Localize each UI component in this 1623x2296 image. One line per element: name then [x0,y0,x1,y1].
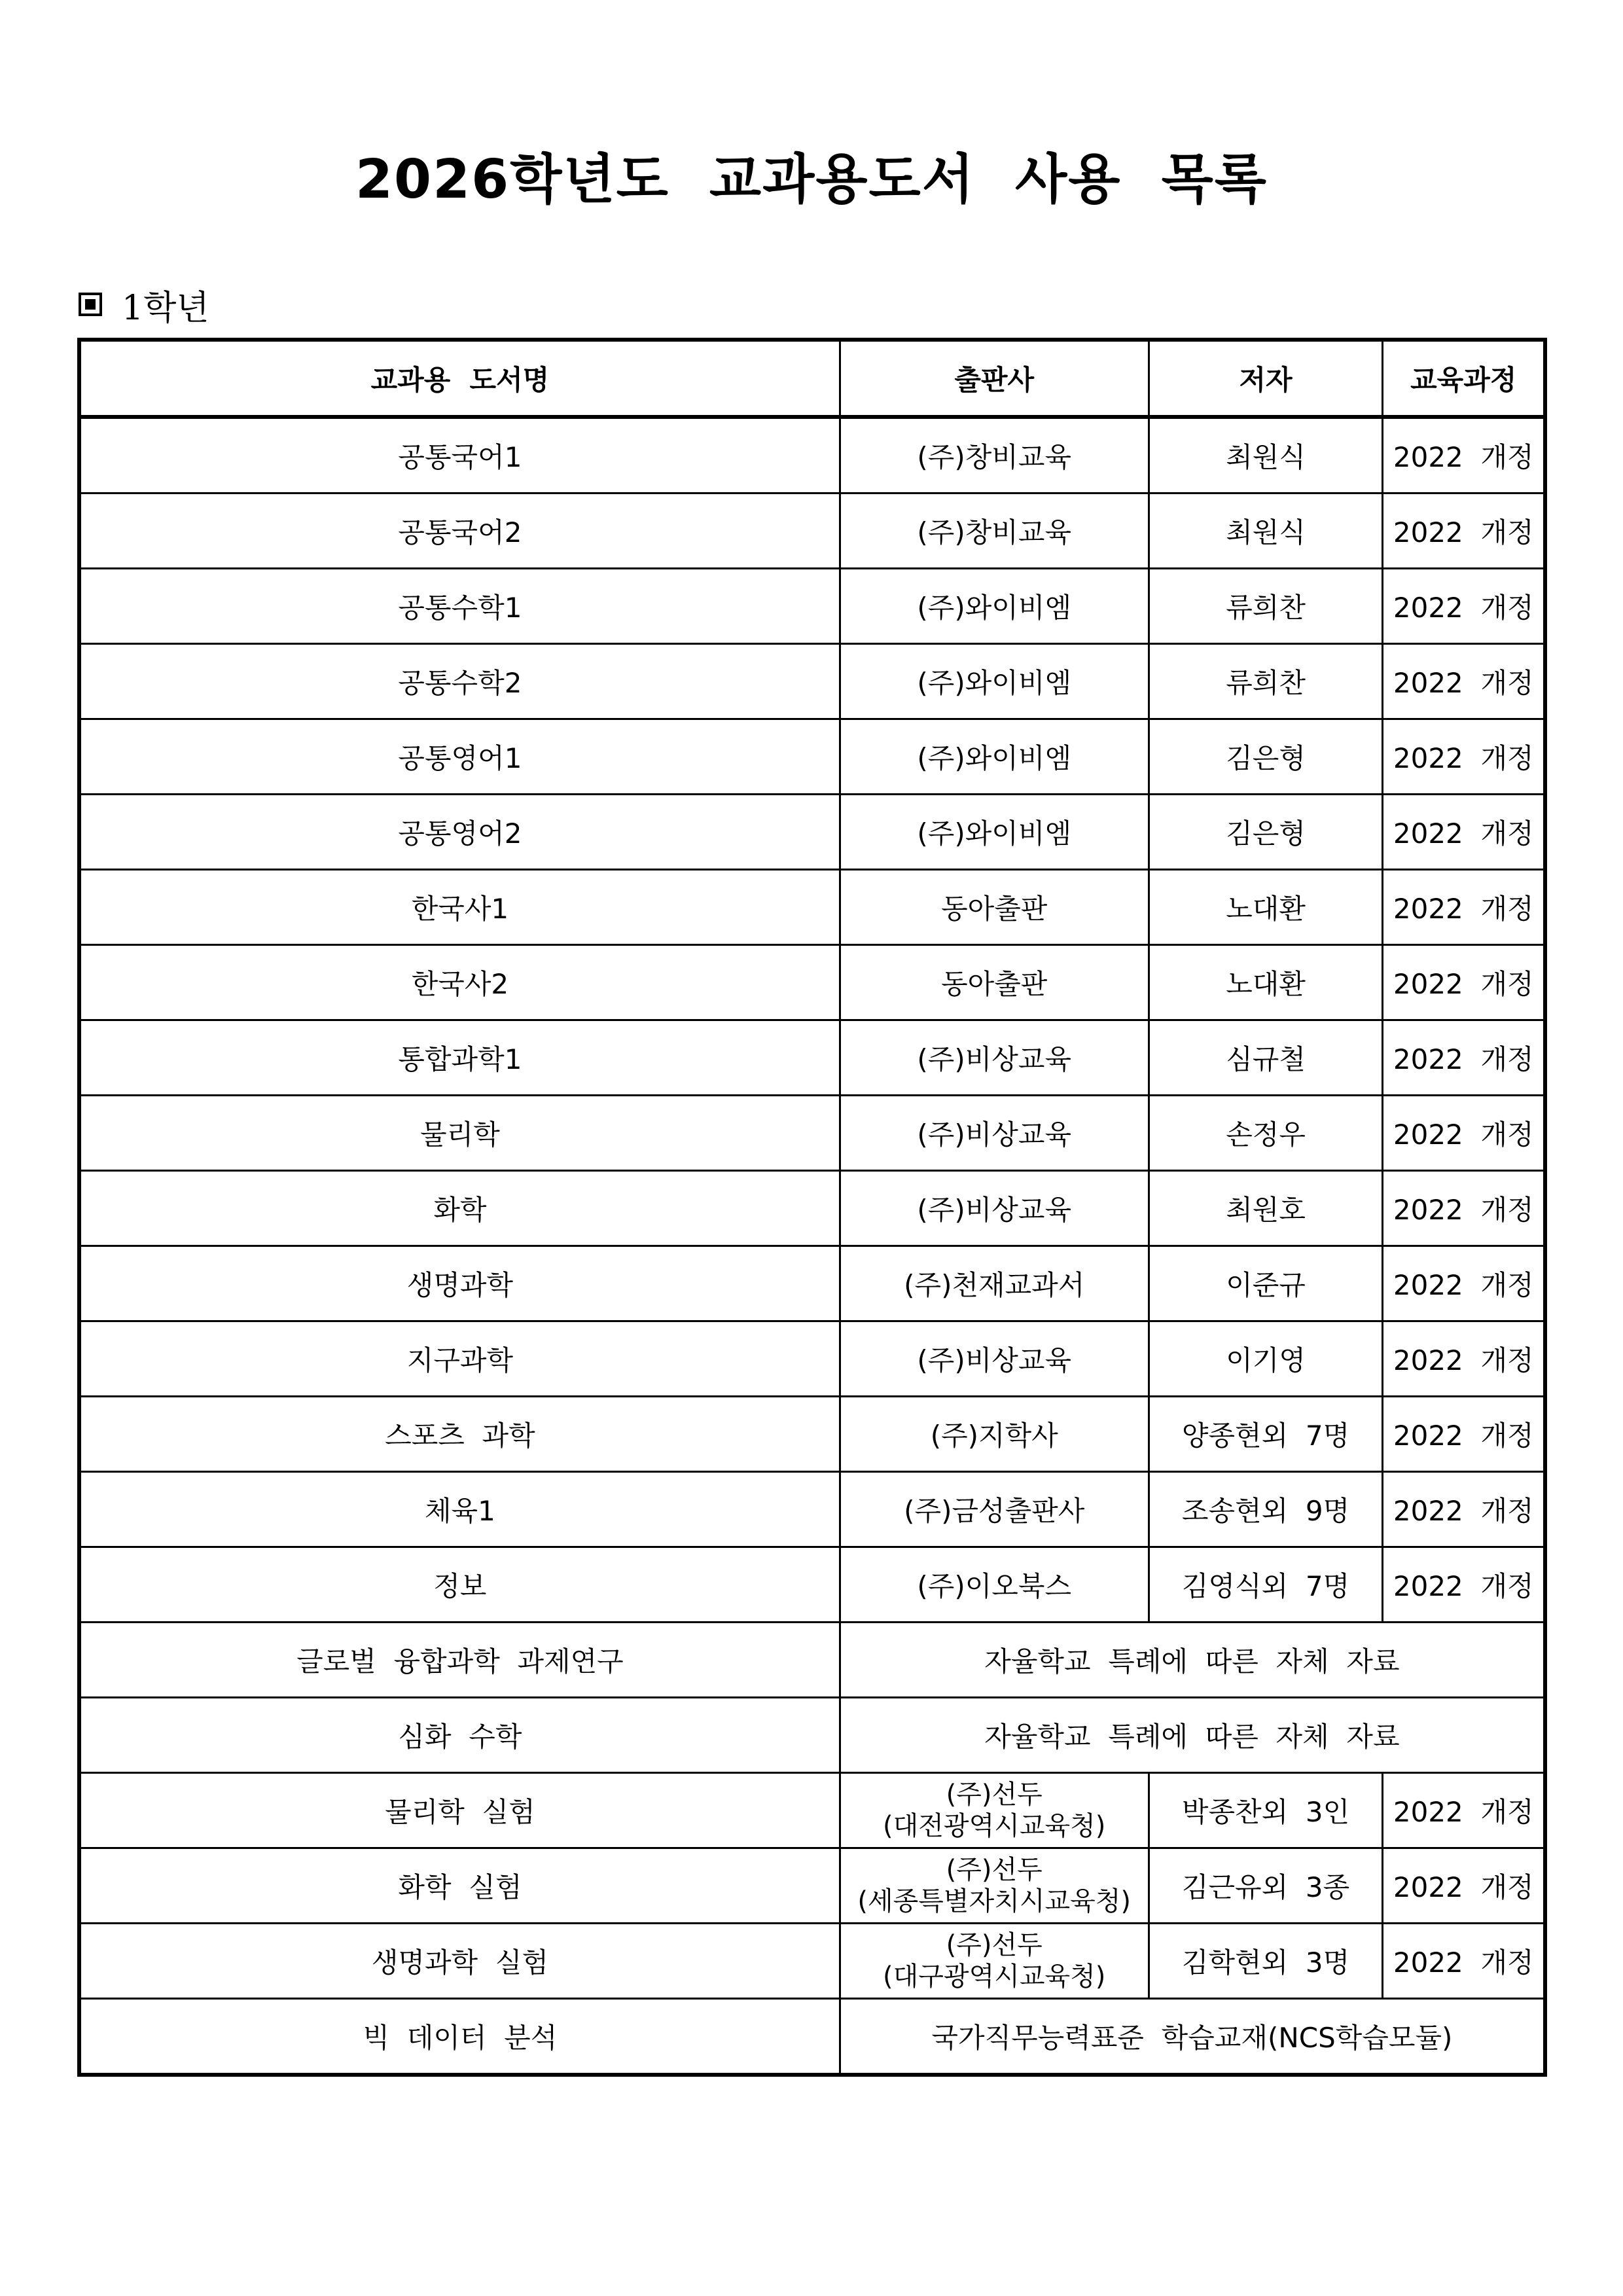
cell-author: 조송현외 9명 [1149,1472,1383,1547]
cell-book-title: 공통영어2 [79,795,840,870]
table-row [79,1096,1545,1171]
cell-publisher: (주)선두 (세종특별자치시교육청) [840,1848,1149,1924]
cell-publisher: (주)와이비엠 [840,795,1149,870]
cell-curriculum: 2022 개정 [1383,1924,1545,1999]
table-row [79,1321,1545,1397]
cell-author: 김은형 [1149,795,1383,870]
section-heading-label: 1학년 [122,288,209,328]
table-row [79,1623,1545,1698]
cell-book-title: 물리학 실험 [79,1773,840,1848]
cell-book-title: 지구과학 [79,1321,840,1397]
cell-book-title: 스포츠 과학 [79,1397,840,1472]
cell-curriculum: 2022 개정 [1383,1547,1545,1623]
cell-publisher: (주)창비교육 [840,417,1149,493]
cell-book-title: 빅 데이터 분석 [79,1999,840,2075]
cell-book-title: 물리학 [79,1096,840,1171]
cell-publisher: (주)지학사 [840,1397,1149,1472]
cell-publisher: 동아출판 [840,870,1149,945]
cell-author: 박종찬외 3인 [1149,1773,1383,1848]
cell-author: 노대환 [1149,870,1383,945]
table-row [79,1698,1545,1773]
cell-publisher: (주)이오북스 [840,1547,1149,1623]
textbook-table [77,338,1547,2077]
cell-author: 김은형 [1149,719,1383,795]
cell-book-title: 화학 [79,1171,840,1246]
header-publisher: 출판사 [840,340,1149,417]
cell-curriculum: 2022 개정 [1383,1773,1545,1848]
cell-publisher: (주)금성출판사 [840,1472,1149,1547]
cell-book-title: 생명과학 실험 [79,1924,840,1999]
table-body [79,417,1545,2075]
cell-publisher: (주)비상교육 [840,1171,1149,1246]
cell-curriculum: 2022 개정 [1383,1096,1545,1171]
cell-book-title: 공통국어1 [79,417,840,493]
table-row [79,945,1545,1020]
section-heading [79,278,209,331]
cell-publisher: (주)비상교육 [840,1020,1149,1096]
cell-book-title: 체육1 [79,1472,840,1547]
table-row [79,1020,1545,1096]
cell-curriculum: 2022 개정 [1383,1397,1545,1472]
cell-book-title: 화학 실험 [79,1848,840,1924]
cell-publisher: (주)와이비엠 [840,569,1149,644]
cell-curriculum: 2022 개정 [1383,1246,1545,1321]
cell-curriculum: 2022 개정 [1383,795,1545,870]
cell-author: 김영식외 7명 [1149,1547,1383,1623]
table-row [79,719,1545,795]
header-book-title: 교과용 도서명 [79,340,840,417]
cell-author: 최원식 [1149,417,1383,493]
cell-publisher: (주)천재교과서 [840,1246,1149,1321]
cell-author: 이준규 [1149,1246,1383,1321]
cell-book-title: 글로벌 융합과학 과제연구 [79,1623,840,1698]
table-row [79,1246,1545,1321]
cell-author: 노대환 [1149,945,1383,1020]
cell-publisher: 동아출판 [840,945,1149,1020]
table-row [79,795,1545,870]
cell-author: 김근유외 3종 [1149,1848,1383,1924]
cell-curriculum: 2022 개정 [1383,1171,1545,1246]
cell-book-title: 심화 수학 [79,1698,840,1773]
cell-publisher: (주)선두 (대구광역시교육청) [840,1924,1149,1999]
cell-merged-note: 자율학교 특례에 따른 자체 자료 [840,1698,1545,1773]
table-row [79,1773,1545,1848]
cell-curriculum: 2022 개정 [1383,945,1545,1020]
table-row [79,1472,1545,1547]
cell-book-title: 한국사2 [79,945,840,1020]
filled-square-in-square-icon [79,293,102,316]
table-row [79,1999,1545,2075]
cell-curriculum: 2022 개정 [1383,417,1545,493]
cell-publisher: (주)와이비엠 [840,719,1149,795]
cell-curriculum: 2022 개정 [1383,569,1545,644]
cell-curriculum: 2022 개정 [1383,719,1545,795]
cell-curriculum: 2022 개정 [1383,1321,1545,1397]
cell-merged-note: 자율학교 특례에 따른 자체 자료 [840,1623,1545,1698]
cell-author: 양종현외 7명 [1149,1397,1383,1472]
table-row [79,1848,1545,1924]
cell-merged-note: 국가직무능력표준 학습교재(NCS학습모듈) [840,1999,1545,2075]
cell-publisher: (주)와이비엠 [840,644,1149,719]
table-row [79,1924,1545,1999]
cell-author: 손정우 [1149,1096,1383,1171]
cell-book-title: 통합과학1 [79,1020,840,1096]
cell-author: 최원호 [1149,1171,1383,1246]
cell-curriculum: 2022 개정 [1383,1848,1545,1924]
cell-publisher: (주)비상교육 [840,1096,1149,1171]
table-row [79,1547,1545,1623]
header-curriculum: 교육과정 [1383,340,1545,417]
header-author: 저자 [1149,340,1383,417]
cell-book-title: 공통영어1 [79,719,840,795]
table-row [79,1397,1545,1472]
table-row [79,493,1545,569]
cell-curriculum: 2022 개정 [1383,1020,1545,1096]
cell-curriculum: 2022 개정 [1383,493,1545,569]
cell-author: 최원식 [1149,493,1383,569]
table-row [79,1171,1545,1246]
cell-curriculum: 2022 개정 [1383,1472,1545,1547]
document-title: 2026학년도 교과용도서 사용 목록 [355,149,1268,211]
cell-publisher: (주)선두 (대전광역시교육청) [840,1773,1149,1848]
cell-author: 김학현외 3명 [1149,1924,1383,1999]
table-row [79,644,1545,719]
cell-curriculum: 2022 개정 [1383,644,1545,719]
cell-author: 심규철 [1149,1020,1383,1096]
cell-author: 이기영 [1149,1321,1383,1397]
cell-book-title: 정보 [79,1547,840,1623]
cell-book-title: 한국사1 [79,870,840,945]
cell-author: 류희찬 [1149,569,1383,644]
table-header-row [79,340,1545,417]
cell-curriculum: 2022 개정 [1383,870,1545,945]
cell-publisher: (주)비상교육 [840,1321,1149,1397]
cell-book-title: 생명과학 [79,1246,840,1321]
table-row [79,569,1545,644]
table-row [79,870,1545,945]
cell-book-title: 공통국어2 [79,493,840,569]
cell-author: 류희찬 [1149,644,1383,719]
cell-book-title: 공통수학2 [79,644,840,719]
cell-book-title: 공통수학1 [79,569,840,644]
table-row [79,417,1545,493]
cell-publisher: (주)창비교육 [840,493,1149,569]
